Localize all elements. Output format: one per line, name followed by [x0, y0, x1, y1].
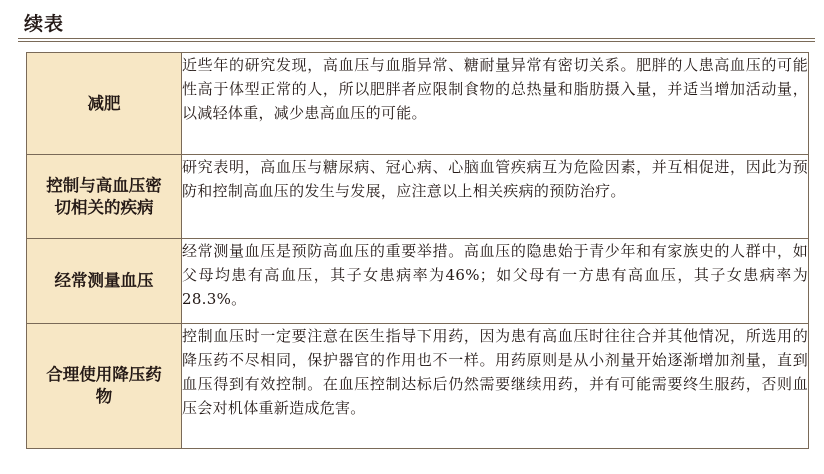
- table-row: [27, 155, 809, 239]
- row-label-cell: [27, 53, 182, 155]
- row-description: 研究表明，高血压与糖尿病、冠心病、心脑血管疾病互为危险因素，并互相促进，因此为预防和控制高血压的发生与发展，应注意以上相关疾病的预防治疗。: [182, 155, 809, 239]
- row-label: 经常测量血压: [54, 271, 154, 290]
- page-heading: 续表: [24, 13, 65, 35]
- row-label: 控制与高血压密切相关的疾病: [46, 175, 162, 217]
- row-label: 减肥: [87, 93, 121, 113]
- row-description: 经常测量血压是预防高血压的重要举措。高血压的隐患始于青少年和有家族史的人群中，如父母均患有高血压，其子女患病率为46%；如父母有一方患有高血压，其子女患病率为28.3%。: [182, 239, 809, 324]
- table-row: [27, 239, 809, 324]
- row-description: 控制血压时一定要注意在医生指导下用药，因为患有高血压时往往合并其他情况，所选用的降压药不尽相同，保护器官的作用也不一样。用药原则是从小剂量开始逐渐增加剂量，直到血压得到有效控制。在血压控制达标后仍然需要继续用药，并有可能需要终生服药，否则血压会对机体重新造成危害。: [182, 324, 809, 449]
- content-table: [26, 52, 809, 449]
- row-description: 近些年的研究发现，高血压与血脂异常、糖耐量异常有密切关系。肥胖的人患高血压的可能性高于体型正常的人，所以肥胖者应限制食物的总热量和脂肪摄入量，并适当增加活动量，以减轻体重，减少患高血压的可能。: [182, 53, 809, 155]
- table-row: [27, 53, 809, 155]
- row-label-cell: [27, 155, 182, 239]
- row-label: 合理使用降压药物: [46, 365, 162, 406]
- table-row: [27, 324, 809, 449]
- row-label-cell: [27, 239, 182, 324]
- row-label-cell: [27, 324, 182, 449]
- header-rule-secondary: [18, 41, 815, 42]
- header-rule: [18, 38, 815, 39]
